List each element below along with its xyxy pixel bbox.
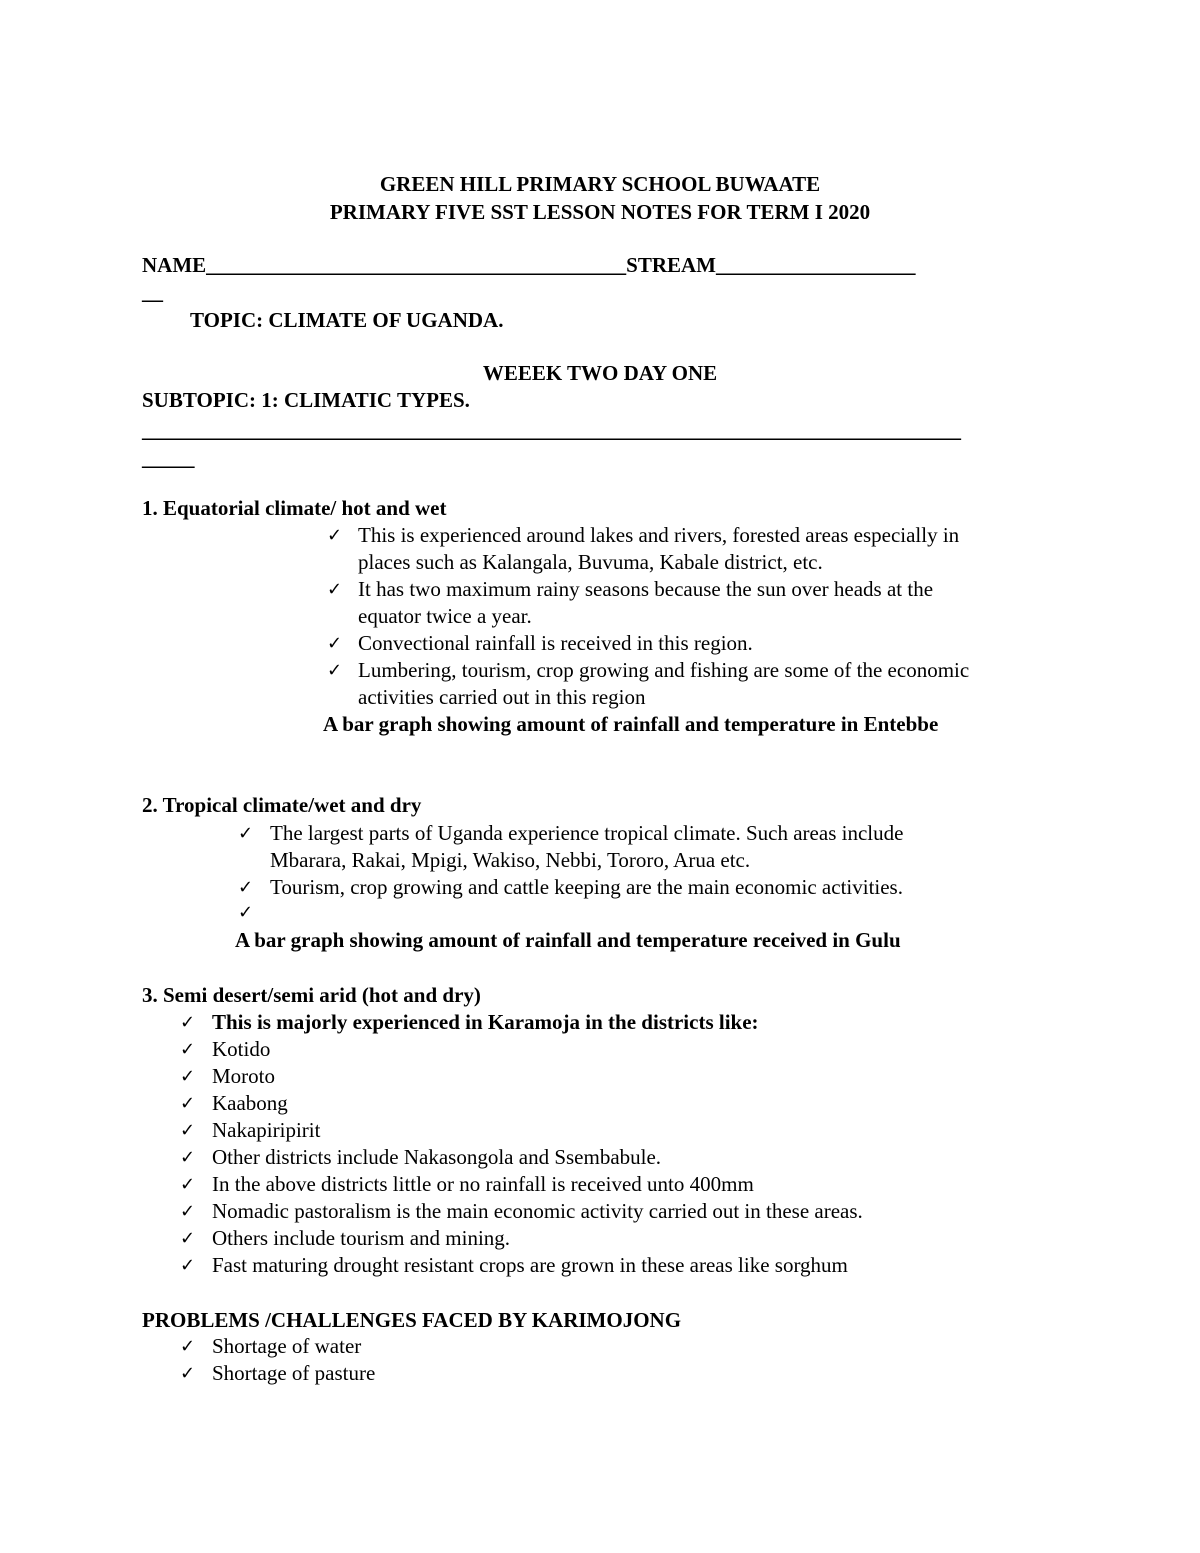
check-icon: ✓ (180, 1066, 196, 1087)
list-item: Tourism, crop growing and cattle keeping are the main economic activities. (270, 875, 903, 899)
check-icon: ✓ (180, 1093, 196, 1114)
check-icon: ✓ (327, 579, 343, 600)
separator-rule: ______________________________________________________________________________ (142, 418, 961, 442)
list-item: Lumbering, tourism, crop growing and fishing are some of the economic (358, 658, 970, 682)
check-icon: ✓ (238, 877, 254, 898)
graph-caption-gulu: A bar graph showing amount of rainfall and temperature received in Gulu (235, 928, 901, 952)
check-icon: ✓ (180, 1012, 196, 1033)
list-item: Shortage of pasture (212, 1361, 376, 1385)
check-icon: ✓ (180, 1363, 196, 1384)
section-heading-semi-desert: 3. Semi desert/semi arid (hot and dry) (142, 983, 481, 1007)
document-subtitle: PRIMARY FIVE SST LESSON NOTES FOR TERM I 2020 (329, 200, 871, 224)
week-day-heading: WEEEK TWO DAY ONE (482, 361, 718, 385)
list-item: Nomadic pastoralism is the main economic activity carried out in these areas. (212, 1199, 863, 1223)
list-item-continuation: activities carried out in this region (358, 685, 646, 709)
list-item: Others include tourism and mining. (212, 1226, 511, 1250)
section-heading-tropical: 2. Tropical climate/wet and dry (142, 793, 422, 817)
list-item: This is majorly experienced in Karamoja in the districts like: (212, 1010, 759, 1034)
list-item: Shortage of water (212, 1334, 362, 1358)
check-icon: ✓ (180, 1147, 196, 1168)
list-item: Fast maturing drought resistant crops are grown in these areas like sorghum (212, 1253, 848, 1277)
list-item-continuation: equator twice a year. (358, 604, 532, 628)
list-item: Other districts include Nakasongola and Ssembabule. (212, 1145, 662, 1169)
check-icon: ✓ (180, 1039, 196, 1060)
list-item: Kotido (212, 1037, 271, 1061)
check-icon: ✓ (180, 1255, 196, 1276)
list-item: It has two maximum rainy seasons because the sun over heads at the (358, 577, 934, 601)
section-heading-equatorial: 1. Equatorial climate/ hot and wet (142, 496, 447, 520)
list-item: In the above districts little or no rainfall is received unto 400mm (212, 1172, 754, 1196)
list-item: Nakapiripirit (212, 1118, 321, 1142)
check-icon: ✓ (180, 1336, 196, 1357)
check-icon: ✓ (327, 633, 343, 654)
separator-rule-continuation: _____ (142, 446, 195, 470)
list-item: Moroto (212, 1064, 275, 1088)
school-title: GREEN HILL PRIMARY SCHOOL BUWAATE (379, 172, 821, 196)
check-icon: ✓ (180, 1174, 196, 1195)
list-item: Convectional rainfall is received in this region. (358, 631, 753, 655)
check-icon: ✓ (327, 660, 343, 681)
check-icon: ✓ (180, 1120, 196, 1141)
problems-heading: PROBLEMS /CHALLENGES FACED BY KARIMOJONG (142, 1308, 682, 1332)
list-item: The largest parts of Uganda experience tropical climate. Such areas include (270, 821, 904, 845)
topic-heading: TOPIC: CLIMATE OF UGANDA. (190, 308, 504, 332)
name-line-continuation: __ (142, 280, 163, 304)
check-icon: ✓ (238, 823, 254, 844)
list-item: This is experienced around lakes and rivers, forested areas especially in (358, 523, 960, 547)
list-item-continuation: places such as Kalangala, Buvuma, Kabale district, etc. (358, 550, 823, 574)
graph-caption-entebbe: A bar graph showing amount of rainfall and temperature in Entebbe (323, 712, 939, 736)
check-icon: ✓ (327, 525, 343, 546)
check-icon: ✓ (180, 1228, 196, 1249)
subtopic-heading: SUBTOPIC: 1: CLIMATIC TYPES. (142, 388, 470, 412)
list-item: Kaabong (212, 1091, 288, 1115)
check-icon: ✓ (238, 902, 254, 923)
check-icon: ✓ (180, 1201, 196, 1222)
name-stream-line: NAME________________________________________STREAM___________________ (142, 253, 916, 277)
list-item-continuation: Mbarara, Rakai, Mpigi, Wakiso, Nebbi, Tororo, Arua etc. (270, 848, 751, 872)
